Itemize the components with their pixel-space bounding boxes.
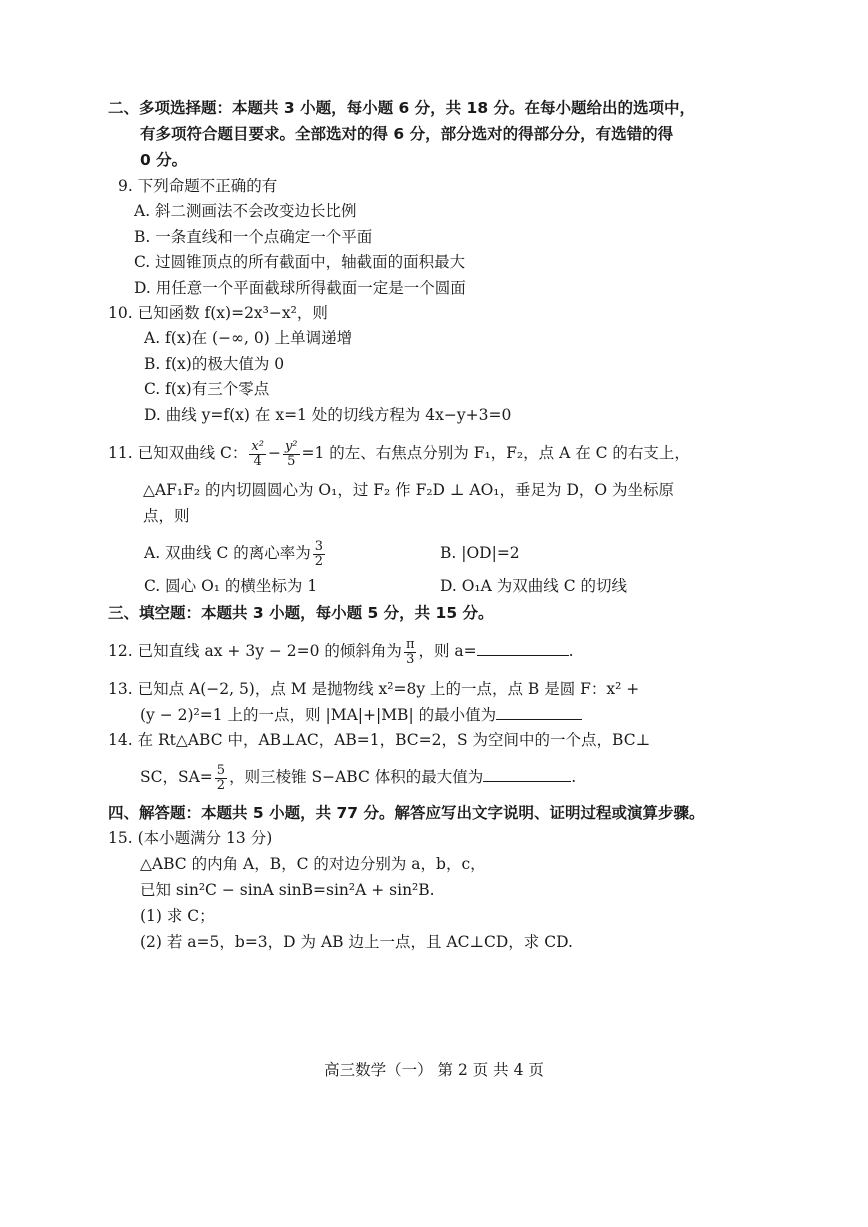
q11-line3: 点，则 [143,507,190,525]
q12-fraction [404,638,417,667]
q15-line1: △ABC 的内角 A，B，C 的对边分别为 a，b，c， [140,855,486,873]
q15-line2: 已知 sin²C − sinA sinB=sin²A + sin²B. [140,881,435,899]
q11-minus: − [267,444,281,462]
q11-option-a-text: A. 双曲线 C 的离心率为 [144,544,311,562]
q11-line1 [108,436,690,470]
q10-option-c: C. f(x)有三个零点 [144,380,270,398]
q11-fraction-y [283,440,300,469]
q9-option-d: D. 用任意一个平面截球所得截面一定是一个圆面 [134,279,466,297]
q11-pre: 已知双曲线 C： [137,444,248,462]
q12-line [108,634,574,668]
q15-part1: (1) 求 C； [140,907,215,925]
q9-option-b: B. 一条直线和一个点确定一个平面 [134,228,373,246]
q10-option-a: A. f(x)在 (−∞, 0) 上单调递增 [144,329,353,347]
fraction-numerator: y² [284,438,298,454]
q11-line2: △AF₁F₂ 的内切圆圆心为 O₁，过 F₂ 作 F₂D ⊥ AO₁，垂足为 D，O 为坐标原 [143,481,675,499]
section2-line3: 0 分。 [140,151,188,169]
section2-line1: 二、多项选择题：本题共 3 小题，每小题 6 分，共 18 分。在每小题给出的选项中， [108,99,696,117]
fraction-denominator: 2 [314,553,324,569]
q12-end: . [568,642,574,660]
fraction-numerator: 3 [314,538,324,554]
q11-option-a-fraction [313,540,325,569]
q14-line2 [140,760,576,794]
q15-stem: 15. (本小题满分 13 分) [108,829,273,847]
q11-option-d: D. O₁A 为双曲线 C 的切线 [440,577,627,595]
q14-fraction [215,764,227,793]
q13-answer-blank [496,705,582,720]
q13-line2 [140,705,582,725]
fraction-numerator: 5 [216,762,226,778]
q11-option-a [144,536,327,570]
q15-part2: (2) 若 a=5，b=3，D 为 AB 边上一点，且 AC⊥CD，求 CD. [140,933,573,951]
q12-answer-blank [477,641,569,656]
q11-option-b: B. |OD|=2 [440,544,520,562]
fraction-denominator: 2 [216,777,226,793]
q14-post: ，则三棱锥 S−ABC 体积的最大值为 [229,768,484,786]
q12-post: ，则 a= [418,642,477,660]
section2-line2: 有多项符合题目要求。全部选对的得 6 分，部分选对的得部分分，有选错的得 [140,125,674,143]
fraction-denominator: 4 [253,453,262,469]
q11-option-c: C. 圆心 O₁ 的横坐标为 1 [144,577,318,595]
q13-line1: 13. 已知点 A(−2, 5)，点 M 是抛物线 x²=8y 上的一点，点 B 是圆 F：x² + [108,680,640,698]
q14-answer-blank [483,767,571,782]
q11-number: 11. [108,444,133,462]
q9-option-c: C. 过圆锥顶点的所有截面中，轴截面的面积最大 [134,253,466,271]
q12-pre: 12. 已知直线 ax + 3y − 2=0 的倾斜角为 [108,642,402,660]
q14-pre: SC，SA= [140,768,213,786]
q14-end: . [571,768,577,786]
page-footer: 高三数学（一） 第 2 页 共 4 页 [324,1061,544,1079]
fraction-numerator: π [405,636,415,652]
q10-option-d: D. 曲线 y=f(x) 在 x=1 处的切线方程为 4x−y+3=0 [144,406,512,424]
fraction-denominator: 5 [287,453,296,469]
fraction-numerator: x² [251,438,264,454]
q10-option-b: B. f(x)的极大值为 0 [144,355,285,373]
fraction-denominator: 3 [406,651,415,667]
q9-stem: 9. 下列命题不正确的有 [118,177,278,195]
section4-title: 四、解答题：本题共 5 小题，共 77 分。解答应写出文字说明、证明过程或演算步骤。 [108,804,705,822]
q11-fraction-x [249,440,266,469]
q11-post: =1 的左、右焦点分别为 F₁，F₂，点 A 在 C 的右支上， [301,444,690,462]
q9-option-a: A. 斜二测画法不会改变边长比例 [134,202,357,220]
q13-line2-text: (y − 2)²=1 上的一点，则 |MA|+|MB| 的最小值为 [140,706,497,724]
q14-line1: 14. 在 Rt△ABC 中，AB⊥AC，AB=1，BC=2，S 为空间中的一个点，BC⊥ [108,731,651,749]
q10-stem: 10. 已知函数 f(x)=2x³−x²，则 [108,304,328,322]
section3-title: 三、填空题：本题共 3 小题，每小题 5 分，共 15 分。 [108,604,494,622]
